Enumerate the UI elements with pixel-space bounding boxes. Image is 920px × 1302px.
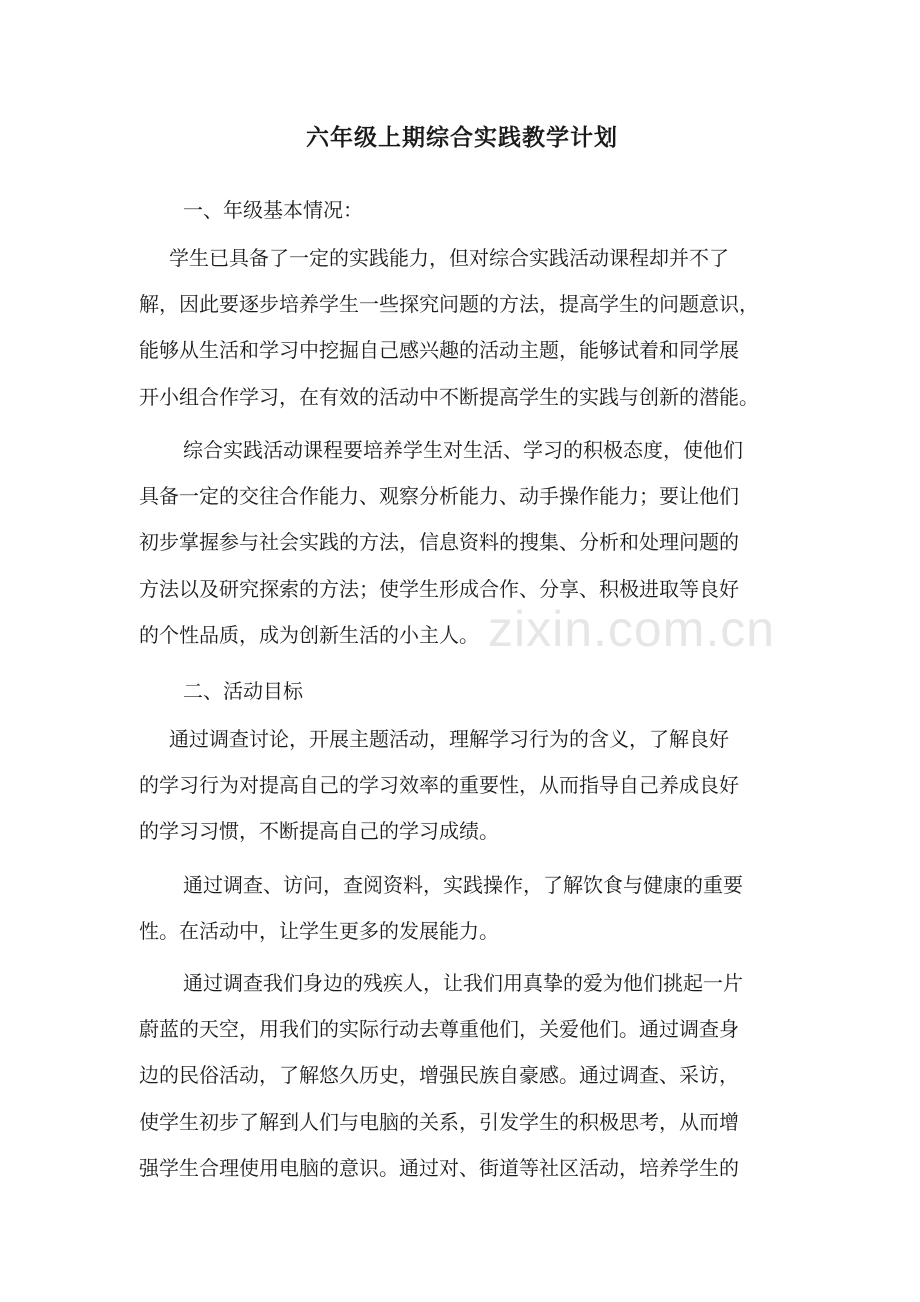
paragraph-line: 的学习习惯，不断提高自己的学习成绩。: [139, 819, 499, 844]
paragraph: [139, 235, 785, 420]
paragraph-line: 方法以及研究探索的方法；使学生形成合作、分享、积极进取等良好: [139, 576, 739, 601]
paragraph-line: 初步掌握参与社会实践的方法，信息资料的搜集、分析和处理问题的: [139, 530, 739, 555]
paragraph: [139, 960, 785, 1191]
paragraph-line: 强学生合理使用电脑的意识。通过对、街道等社区活动，培养学生的: [139, 1155, 739, 1180]
paragraph-line: 通过调查、访问，查阅资料，实践操作，了解饮食与健康的重要: [183, 873, 743, 897]
paragraph-line: 解，因此要逐步培养学生一些探究问题的方法，提高学生的问题意识，: [139, 292, 759, 317]
paragraph-line: 通过调查我们身边的残疾人，让我们用真挚的爱为他们挑起一片: [183, 971, 743, 995]
paragraph-line: 边的民俗活动，了解悠久历史，增强民族自豪感。通过调查、采访，: [139, 1063, 739, 1088]
paragraph-line: 的个性品质，成为创新生活的小主人。: [139, 622, 479, 647]
paragraph-line: 能够从生活和学习中挖掘自己感兴趣的活动主题，能够试着和同学展: [139, 338, 739, 363]
section-heading-basic-info: 一、年级基本情况：: [183, 198, 363, 222]
paragraph: [139, 427, 785, 658]
paragraph-line: 通过调查讨论，开展主题活动，理解学习行为的含义，了解良好: [169, 727, 729, 751]
paragraph: [139, 862, 785, 954]
document-title: 六年级上期综合实践教学计划: [306, 124, 618, 151]
paragraph-line: 性。在活动中，让学生更多的发展能力。: [139, 919, 499, 944]
paragraph-line: 开小组合作学习，在有效的活动中不断提高学生的实践与创新的潜能。: [139, 384, 759, 409]
site-watermark: zixin.com.cn: [488, 601, 776, 657]
paragraph-line: 蔚蓝的天空，用我们的实际行动去尊重他们，关爱他们。通过调查身: [139, 1017, 739, 1042]
section-heading-activity-goals: 二、活动目标: [183, 679, 303, 703]
paragraph-line: 具备一定的交往合作能力、观察分析能力、动手操作能力；要让他们: [139, 484, 739, 509]
paragraph-line: 综合实践活动课程要培养学生对生活、学习的积极态度，使他们: [183, 438, 743, 462]
paragraph-line: 的学习行为对提高自己的学习效率的重要性，从而指导自己养成良好: [139, 773, 739, 798]
paragraph: [139, 716, 785, 855]
paragraph-line: 使学生初步了解到人们与电脑的关系，引发学生的积极思考，从而增: [139, 1109, 739, 1134]
paragraph-line: 学生已具备了一定的实践能力，但对综合实践活动课程却并不了: [169, 246, 729, 270]
